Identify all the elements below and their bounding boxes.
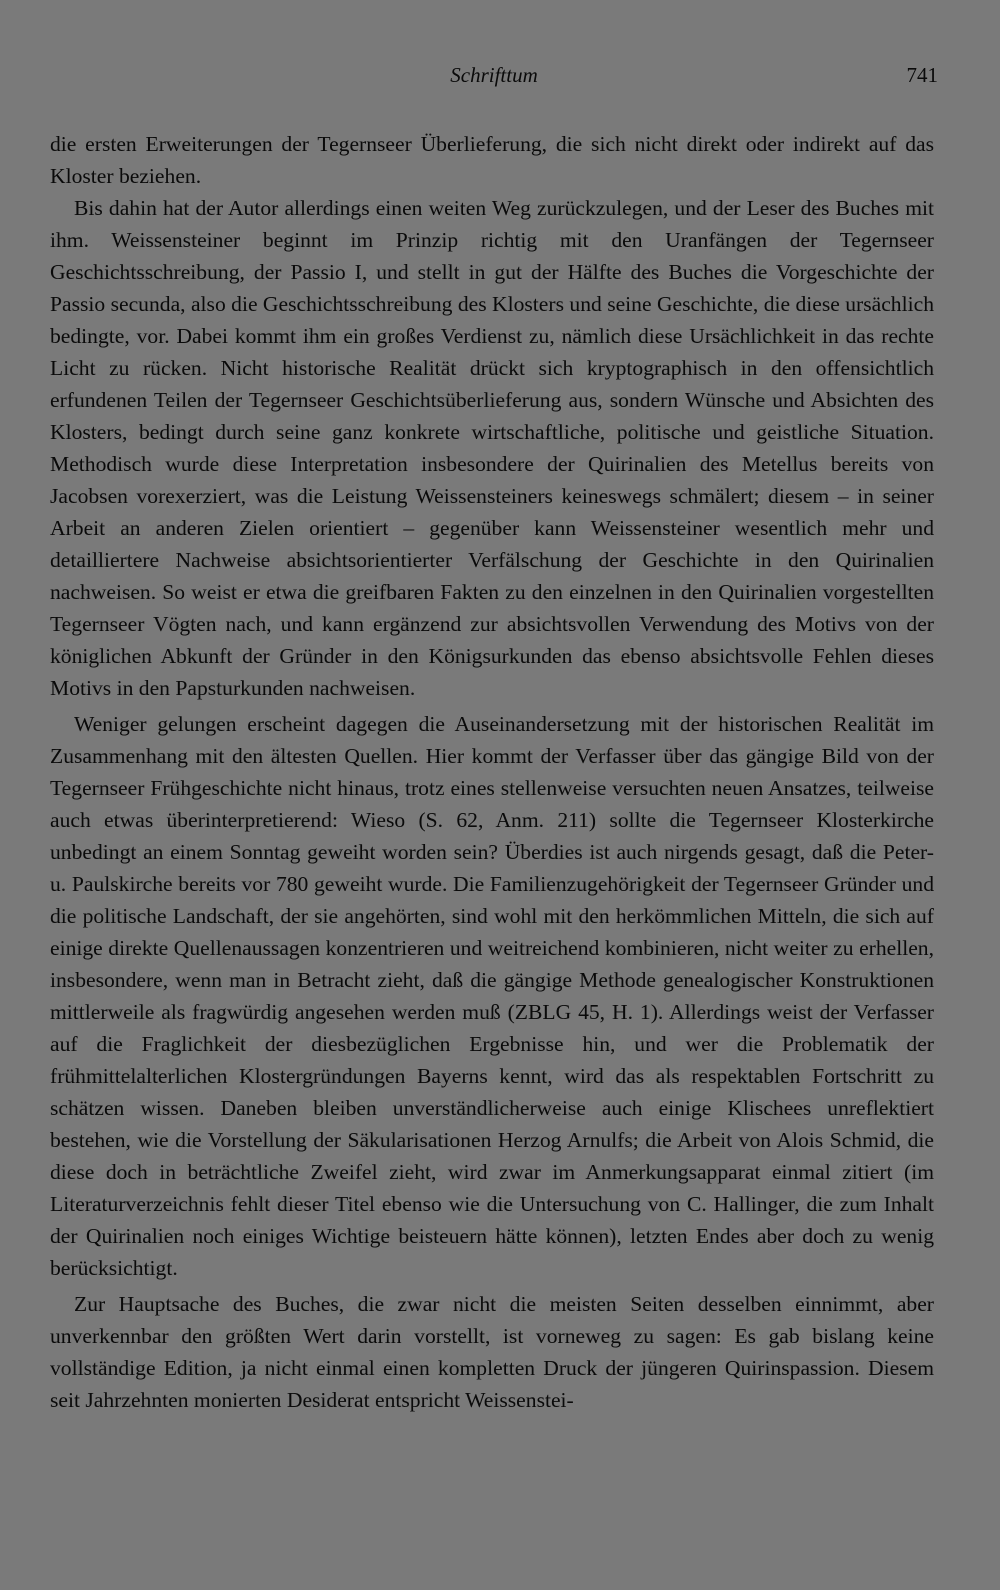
running-title: Schrifttum xyxy=(450,63,538,87)
running-head xyxy=(50,60,938,90)
paragraph: Bis dahin hat der Autor allerdings einen weiten Weg zurückzulegen, und der Leser des Buches mit ihm. Weissensteiner beginnt im Prinzip richtig mit den Uranfängen der Tegernseer Geschichtsschreibung, der Passio I, und stellt in gut der Hälfte des Buches die Vorgeschichte der Passio secunda, also die Geschichtsschreibung des Klosters und seine Geschichte, die diese ursächlich bedingte, vor. Dabei kommt ihm ein großes Verdienst zu, nämlich diese Ursächlichkeit in das rechte Licht zu rücken. Nicht historische Realität drückt sich kryptographisch in den offensichtlich erfundenen Teilen der Tegernseer Geschichtsüberlieferung aus, sondern Wünsche und Absichten des Klosters, bedingt durch seine ganz konkrete wirtschaftliche, politische und geistliche Situation. Methodisch wurde diese Interpretation insbesondere der Quirinalien des Metellus bereits von Jacobsen vorexerziert, was die Leistung Weissensteiners keineswegs schmälert; diesem – in seiner Arbeit an anderen Zielen orientiert – gegenüber kann Weissensteiner wesentlich mehr und detailliertere Nachweise absichtsorientierter Verfälschung der Geschichte in den Quirinalien nachweisen. So weist er etwa die greifbaren Fakten zu den einzelnen in den Quirinalien vorgestellten Tegernseer Vögten nach, und kann ergänzend zur absichtsvollen Verwendung des Motivs von der königlichen Abkunft der Gründer in den Königsurkunden das ebenso absichtsvolle Fehlen dieses Motivs in den Papsturkunden nachweisen. xyxy=(50,196,934,700)
body-text xyxy=(50,128,934,1416)
paragraph: die ersten Erweiterungen der Tegernseer Überlieferung, die sich nicht direkt oder indirekt auf das Kloster beziehen. xyxy=(50,132,934,188)
paragraph: Weniger gelungen erscheint dagegen die Auseinandersetzung mit der historischen Realität im Zusammenhang mit den ältesten Quellen. Hier kommt der Verfasser über das gängige Bild von der Tegernseer Frühgeschichte nicht hinaus, trotz eines stellenweise versuchten neuen Ansatzes, teilweise auch etwas überinterpretierend: Wieso (S. 62, Anm. 211) sollte die Tegernseer Klosterkirche unbedingt an einem Sonntag geweiht worden sein? Überdies ist auch nirgends gesagt, daß die Peter- u. Paulskirche bereits vor 780 geweiht wurde. Die Familienzugehörigkeit der Tegernseer Gründer und die politische Landschaft, der sie angehörten, sind wohl mit den herkömmlichen Mitteln, die sich auf einige direkte Quellenaussagen konzentrieren und weitreichend kombinieren, nicht weiter zu erhellen, insbesondere, wenn man in Betracht zieht, daß die gängige Methode genealogischer Konstruktionen mittlerweile als fragwürdig angesehen werden muß (ZBLG 45, H. 1). Allerdings weist der Verfasser auf die Fraglichkeit der diesbezüglichen Ergebnisse hin, und wer die Problematik der frühmittelalterlichen Klostergründungen Bayerns kennt, wird das als respektablen Fortschritt zu schätzen wissen. Daneben bleiben unverständlicherweise auch einige Klischees unreflektiert bestehen, wie die Vorstellung der Säkularisationen Herzog Arnulfs; die Arbeit von Alois Schmid, die diese doch in beträchtliche Zweifel zieht, wird zwar im Anmerkungsapparat einmal zitiert (im Literaturverzeichnis fehlt dieser Titel ebenso wie die Untersuchung von C. Hallinger, die zum Inhalt der Quirinalien noch einiges Wichtige beisteuern hätte können), letzten Endes aber doch zu wenig berücksichtigt. xyxy=(50,712,934,1280)
paragraph: Zur Hauptsache des Buches, die zwar nicht die meisten Seiten desselben einnimmt, aber unverkennbar den größten Wert darin vorstellt, ist vorneweg zu sagen: Es gab bislang keine vollständige Edition, ja nicht einmal einen kompletten Druck der jüngeren Quirinspassion. Diesem seit Jahrzehnten monierten Desiderat entspricht Weissenstei- xyxy=(50,1292,934,1412)
page-number: 741 xyxy=(906,63,938,87)
